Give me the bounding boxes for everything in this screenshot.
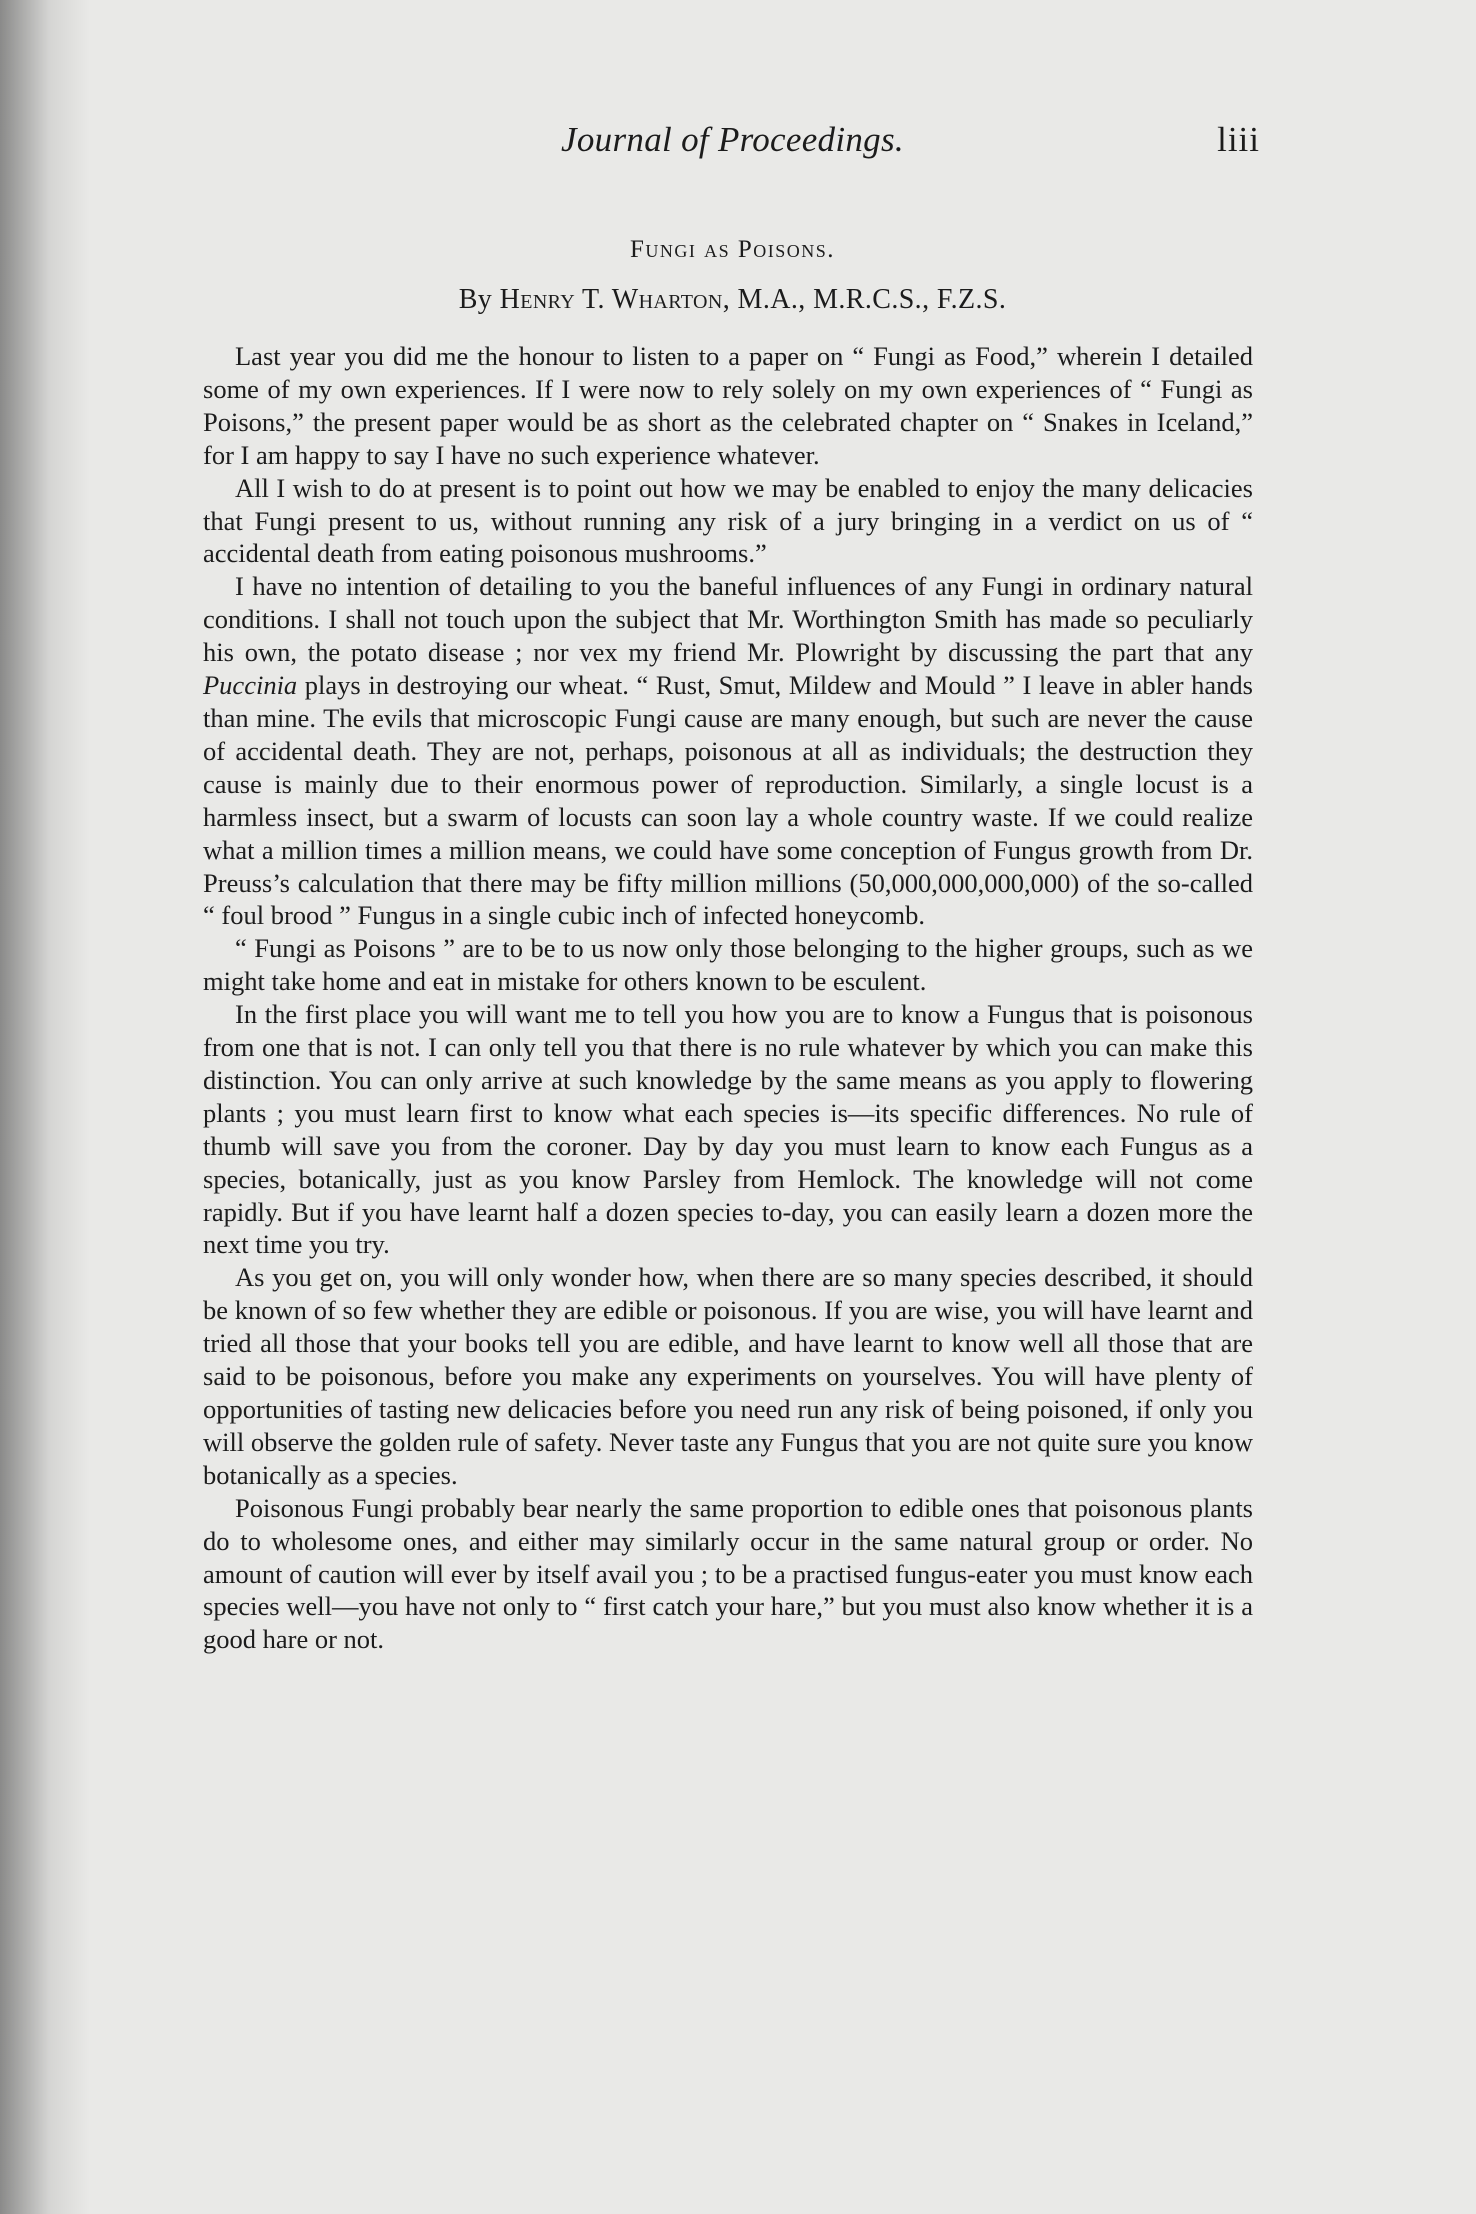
paragraph-5: In the first place you will want me to tell you how you are to know a Fungus that is poisonous from one that is not. I can only tell you that there is no rule whatever by which you can make this distinction. You can only arrive at such knowledge by the same means as you apply to flowering plants ; you must learn first to know what each species is—its specific differences. No rule of thumb will save you from the coroner. Day by day you must learn to know each Fungus as a species, botanically, just as you know Parsley from Hemlock. The knowledge will not come rapidly. But if you have learnt half a dozen species to-day, you can easily learn a dozen more the next time you try. [203,999,1253,1260]
paragraph-6: As you get on, you will only wonder how, when there are so many species described, it should be known of so few whether they are edible or poisonous. If you are wise, you will have learnt and tried all those that your books tell you are edible, and have learnt to know well all those that are said to be poisonous, before you make any experiments on yourselves. You will have plenty of opportunities of tasting new delicacies before you need run any risk of being poisoned, if only you will observe the golden rule of safety. Never taste any Fungus that you are not quite sure you know botanically as a species. [203,1262,1253,1490]
paragraph-3 [203,570,1253,932]
paragraph-3-text-after: plays in destroying our wheat. “ Rust, Smut, Mildew and Mould ” I leave in abler hands than mine. The evils that microscopic Fungi cause are many enough, but such are never the cause of accidental death. They are not, perhaps, poisonous at all as individuals; the destruction they cause is mainly due to their enormous power of reproduction. Similarly, a single locust is a harmless insect, but a swarm of locusts can soon lay a whole country waste. If we could realize what a million times a million means, we could have some conception of Fungus growth from Dr. Preuss’s calculation that there may be fifty million millions (50,000,000,000,000) of the so-called “ foul brood ” Fungus in a single cubic inch of infected honeycomb. [203,670,1253,931]
paragraph-4: “ Fungi as Poisons ” are to be to us now only those belonging to the higher groups, such as we might take home and eat in mistake for others known to be esculent. [203,933,1253,997]
author-name: Henry T. Wharton [499,284,723,315]
article-body [203,340,1253,1656]
running-title: Journal of Proceedings. [561,120,904,159]
page-number: liii [1217,120,1260,159]
puccinia-italic: Puccinia [203,670,298,701]
article-title: Fungi as Poisons. [629,236,836,263]
paragraph-7: Poisonous Fungi probably bear nearly the same proportion to edible ones that poisonous plants do to wholesome ones, and either may similarly occur in the same natural group or order. No amount of caution will ever by itself avail you ; to be a practised fungus-eater you must know each species well—you have not only to “ first catch your hare,” but you must also know whether it is a good hare or not. [203,1492,1253,1655]
author-credentials: , M.A., M.R.C.S., F.Z.S. [722,284,1007,315]
paragraph-1: Last year you did me the honour to listen to a paper on “ Fungi as Food,” wherein I detailed some of my own experiences. If I were now to rely solely on my own experiences of “ Fungi as Poisons,” the present paper would be as short as the celebrated chapter on “ Snakes in Iceland,” for I am happy to say I have no such experience whatever. [203,341,1253,470]
byline [205,284,1260,316]
paragraph-3-text-before: I have no intention of detailing to you the baneful influences of any Fungi in ordinary natural conditions. I shall not touch upon the subject that Mr. Worthington Smith has made so peculiarly his own, the potato disease ; nor vex my friend Mr. Plowright by discussing the part that any [203,571,1253,668]
paragraph-2: All I wish to do at present is to point out how we may be enabled to enjoy the many delicacies that Fungi present to us, without running any risk of a jury bringing in a verdict on us of “ accidental death from eating poisonous mushrooms.” [203,472,1253,569]
running-head [205,120,1260,176]
byline-prefix: By [458,284,500,315]
